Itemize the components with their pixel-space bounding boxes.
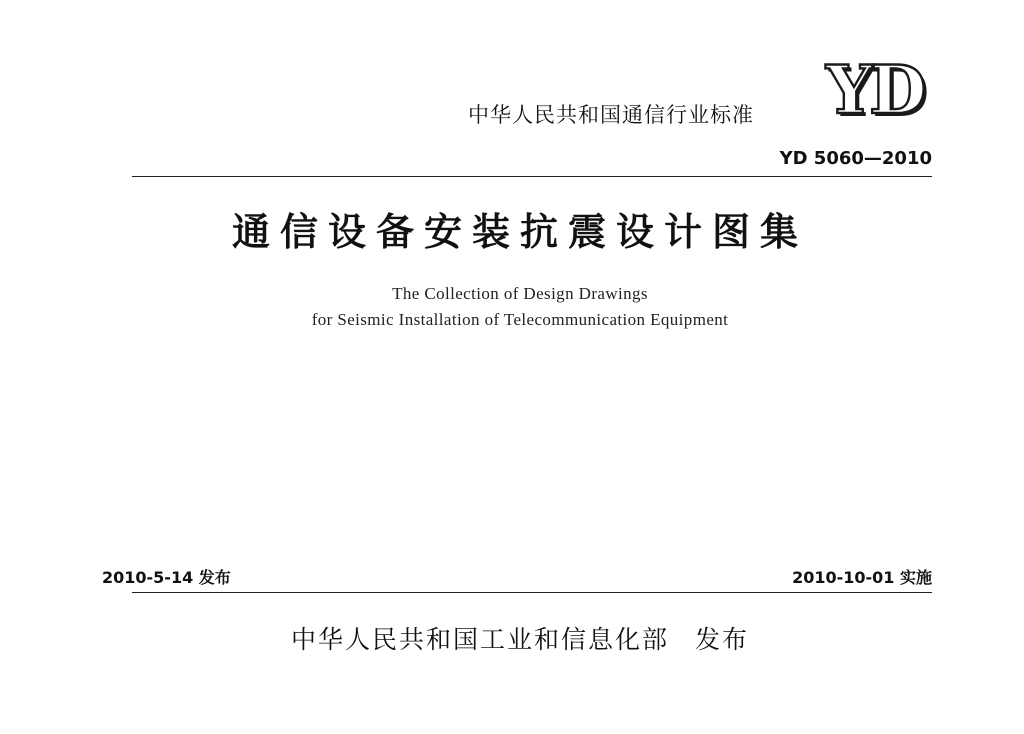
publish-label: 发布: [695, 625, 750, 654]
document-title-chinese: 通信设备安装抗震设计图集: [231, 209, 808, 254]
implementation-date: 2010-10-01 实施: [792, 568, 932, 587]
publisher-line: [160, 622, 880, 658]
top-divider: [132, 176, 932, 177]
standard-category: 中华人民共和国通信行业标准: [468, 103, 754, 127]
publisher-name: 中华人民共和国工业和信息化部: [290, 625, 669, 654]
standard-number: YD 5060—2010: [779, 148, 932, 169]
yd-logo: YD: [826, 51, 923, 129]
bottom-divider: [132, 592, 932, 593]
document-title-english-line2: for Seismic Installation of Telecommunication Equipment: [311, 310, 729, 329]
document-title-english-line1: The Collection of Design Drawings: [392, 284, 648, 303]
issue-date: 2010-5-14 发布: [102, 568, 231, 587]
